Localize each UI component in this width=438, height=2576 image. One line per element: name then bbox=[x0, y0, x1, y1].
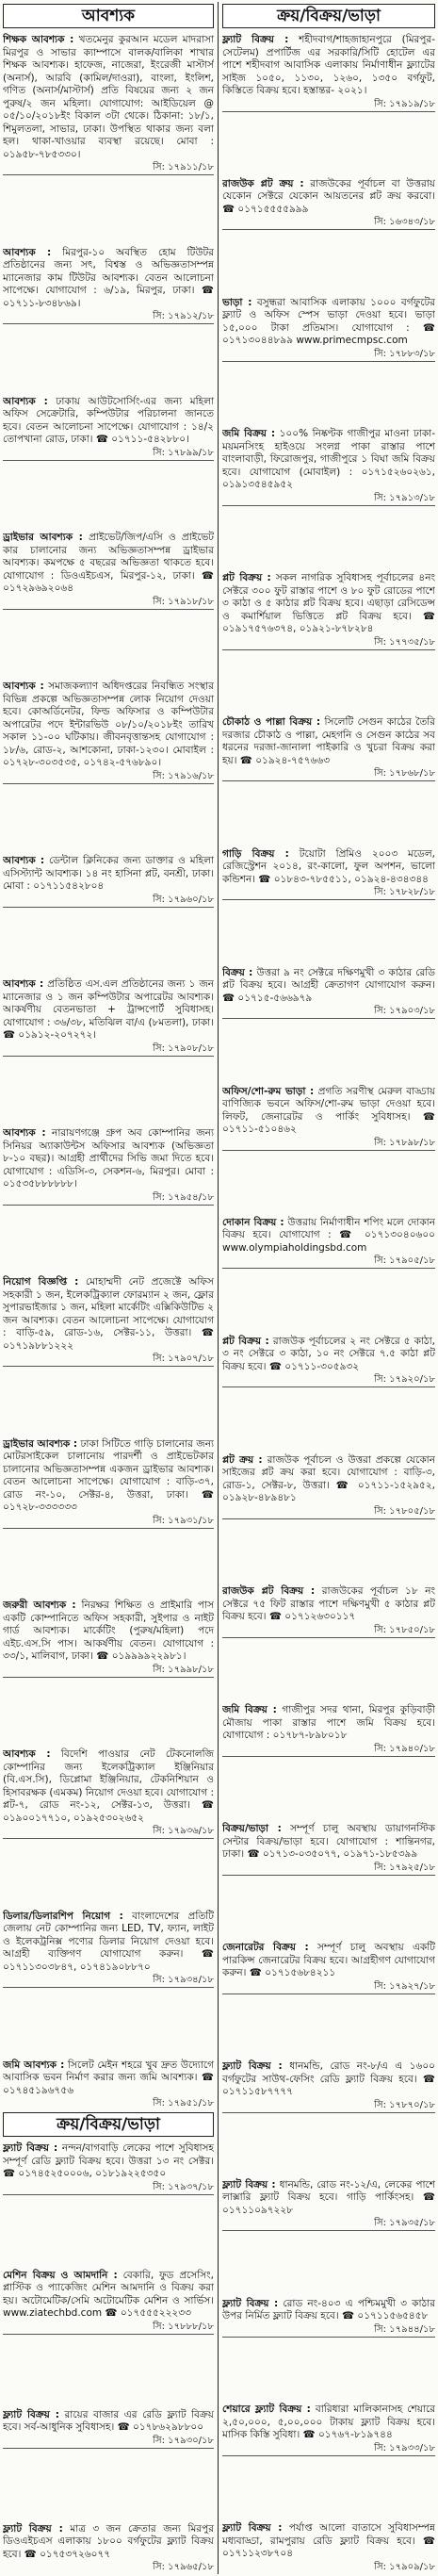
section-header-wanted: আবশ্যক bbox=[3, 4, 214, 28]
wanted-ads-list bbox=[3, 32, 214, 2110]
ad-body: বারিধারা মালিকানাসহ শেয়ারে ২,৫০,০০০, ৫,০০,০০০ টাকায় ফ্ল্যাট বিক্রয় হবে। মাসিক কিস্তি সুবিধা। ☎ ০১৭৬৭-৮১৯৭৪৪ bbox=[222, 2404, 435, 2441]
ad-body: বাংলাদেশের প্রতিটি জেলায় নেট কোম্পানির জন্য LED, TV, ফ্যান, লাইট ও ইলেকট্রনিক্স পণ্যের ডিলার নিয়োগ দেওয়া হবে। আগ্রহী ব্যক্তিগণ যোগাযোগ করুন। ☎ ০১৭১১৩০৩৮৪৭, ০১৭৪১৯০৮৮৭০ bbox=[3, 1910, 214, 1973]
ad-heading: আবশ্যক : bbox=[3, 395, 48, 407]
classified-ad bbox=[3, 245, 214, 325]
classified-ad bbox=[222, 1583, 435, 1638]
ad-body: নারায়ণগঞ্জে গ্রুপ অব কোম্পানির জন্য সিনিয়র অ্যাকাউন্টস অফিসার আবশ্যক (অভিজ্ঞতা ৮-১০ বছর)। আগ্রহী প্রার্থীদের সিভি জমা দিতে হবে। যোগাযোগ : এডিসি-৩, সেকশন-৬, মিরপুর। মোবা : ০১৫৩৫৮৮৮৮৮৮। bbox=[3, 1127, 214, 1190]
classified-ad bbox=[222, 2177, 435, 2232]
classified-ad bbox=[222, 1084, 435, 1151]
ad-heading: ড্রাইভার আবশ্যক : bbox=[3, 532, 83, 543]
classified-ad bbox=[3, 2141, 214, 2195]
ad-text bbox=[3, 34, 214, 161]
ad-reference-code: সি: ১৭৮৮৮/১৮ bbox=[153, 2321, 214, 2332]
ad-body: শহীদবাগ/শাহজাহানপুরে (মিরপুর-সেটেলম) প্রপার্টিজ এর সরকারি/সিটি হোটেল এর পাশে শহীদবাগ আবাসিক এলাকায় নির্মাণাধীন ফ্ল্যাটের সাইজ ১০৫০, ১১৩০, ১২৬০, ১৩৫০ বর্গফুট, কিস্তিতে বিক্রয় হবে। হস্তান্তর- ২০২১। bbox=[222, 34, 435, 96]
classified-ad bbox=[3, 32, 214, 175]
ad-body: ধানমন্ডি, রোড নং-১২/এ, লেকের পাশে লাক্সারি ফ্ল্যাট বিক্রয় হবে। গাড়ি পার্কিংসহ। ☎ ০১৭১১০৯৭২২৮ bbox=[222, 2178, 435, 2216]
ad-body: ঢাকা সিটিতে গাড়ি চালানোর জন্য মোটরসাইকেল চালানোয় পারদর্শী ও প্রাইভেটকার চালানোর অভিজ্ঞতাসম্পন্ন একজন ড্রাইভার আবশ্যক। বেতন আলোচনা সাপেক্ষে। যোগাযোগ : বাড়ি-৩৭, রোড নং-১০, সেক্টর-৪, উত্তরা, ঢাকা। ☎ ০১৭২৮-৩৩৩৩৩৩ bbox=[3, 1437, 214, 1513]
ad-reference-code: সি: ১৭৯৩৫/১৮ bbox=[374, 2218, 435, 2229]
ad-heading: দোকান বিক্রয় : bbox=[222, 1216, 284, 1228]
ad-reference-code: সি: ১৭৯০৫/১৮ bbox=[374, 1255, 435, 1267]
classified-ad bbox=[3, 1598, 214, 1678]
ad-reference-code: সি: ১৭৯২৭/১৮ bbox=[374, 1980, 435, 1992]
ad-text bbox=[3, 1600, 214, 1664]
ad-heading: ফ্ল্যাট বিক্রয় : bbox=[222, 34, 289, 45]
classified-ad bbox=[222, 714, 435, 781]
classified-ad bbox=[222, 1334, 435, 1388]
ad-heading: ভাড়া : bbox=[222, 296, 252, 308]
ad-text bbox=[222, 2298, 435, 2323]
ad-reference-code: সি: ১৭৯৬৫/১৮ bbox=[153, 2562, 214, 2572]
ad-body: মাত্র ৩ জন ক্রেতার জন্য মিরপুর ডিওএইচএস এলাকায় ১৮০০ বর্গফুটের ফ্ল্যাট বিক্রয় হবে। ☎ ০১৭৫৩৭২৬০৭৭ bbox=[3, 2522, 214, 2560]
classified-ad bbox=[222, 2402, 435, 2456]
ad-reference-code: সি: ১৭৮৯৮/১৮ bbox=[374, 1137, 435, 1148]
ad-body: টয়োটা প্রিমিও ২০০৩ মডেল, রেজিস্ট্রেশন ২০১৪, রং-কালো, ফুল অপশন, ভালো কন্ডিশন। ☎ ০১৮৪৩-৭৮৫৫১১, ০১৯২৪-৪৩৪৩৪৪ bbox=[222, 847, 435, 885]
ad-body: সমাজকল্যাণ অধিদপ্তরের নিবন্ধিত সংস্থার বিভিন্ন প্রকল্পে অভিজ্ঞতাসম্পন্ন লোক নিয়োগ দেওয়া হবে। কোঅর্ডিনেটর, ফিল্ড অফিসার ও কম্পিউটার অপারেটর পদে ইন্টারভিউ ০৮/১০/২০১৮ইং তারিখ সকাল ১১-০০ ঘটিকায়। জীবনবৃত্তান্তসহ যোগাযোগ : ১৮/৬, রোড-২, আশকোনা, ঢাকা-১২৩০। মোবাইল : ০১৭২৮-৩০৩৫৩৫, ০১৭৪২-৫৭৬৮৯০। bbox=[3, 681, 214, 768]
classified-ad bbox=[3, 530, 214, 610]
ad-reference-code: সি: ১৭৯১১/১৮ bbox=[153, 162, 214, 172]
ad-heading: জমি বিক্রয় : bbox=[222, 1704, 277, 1716]
ad-reference-code: সি: ১৭৯১৬/১৮ bbox=[153, 770, 214, 781]
ad-body: খতমেনুর কুরআন মডেল মাদরাসা মিরপুর ও সাভার ক্যাম্পাসে বালক/বালিকা শাখার শিক্ষক আবশ্যক। হাফেজ, নাজেরা, ইংরেজী মাস্টার্স (অনার্স), আরবি (কামিল/দাওরা), বাংলা, ইংলিশ, গণিত (অনার্স/মাস্টার্স) প্রতি বিষয়ের জন্য ২ জন পুরুষ/২ জন মহিলা। যোগাযোগ: আইডিয়েল @ ০৫/১০/২০১৮ইং বিকাল ৩টা থেকে। ঠিকানা: ১৮/১, শিমুলতলা, সাভার, ঢাকা। উপস্থিত থাকার জন্য বলা হল। থাকা-খাওয়ার ব্যবস্থা রয়েছে। মোবা : ০১৯৫৮-৭৮৫৩৩০। bbox=[3, 34, 214, 160]
ad-text bbox=[222, 178, 435, 217]
classified-ad bbox=[3, 2058, 214, 2111]
ad-body: সকল নাগরিক সুবিধাসহ পূর্বাচলের ৪নং সেক্টরে ৩০০ ফুট রাস্তার পাশে ও ৮০ ফুট রোডের পাশে ৩ কাঠা ও ৫ কাঠার প্লট বিক্রয় হবে। এছাড়া রেসিডেন্স ও কমার্শিয়াল ভিত্তিতে প্লট বিক্রয় হবে। ☎ ০১৯১৭৫৭৬৩৭৪, ০১৯২১-৮৭৮২৮৪ bbox=[222, 572, 435, 635]
ad-body: প্রাইভেট/জিপ/এসি ও প্রাইভেট কার চালানোর জন্য অভিজ্ঞতাসম্পন্ন ড্রাইভার আবশ্যক। কমপক্ষে ৫ বছরের অভিজ্ঞতা থাকতে হবে। যোগাযোগ : ডিওএইচএস, মিরপুর-১২, ঢাকা। ☎ ০১৭২৯৬৯২০৬৪ bbox=[3, 532, 214, 594]
ad-body: ঢাকায় আউটসোর্সিং-এর জন্য মহিলা অফিস সেক্রেটারি, কম্পিউটার পরিচালনা জানতে হবে। বেতন আলোচনা সাপেক্ষে। যোগাযোগ : ১৪/২ তোপখানা রোড, ঢাকা। ☎ ০১৭১১-৫৪২৮৮০। bbox=[3, 395, 214, 445]
ad-body: উত্তরায় নির্মাণাধীন শপিং মলে দোকান বিক্রয় হবে। যোগাযোগ : ☎ ০১৭১৩০৪০৬০০ www.olympiaholdingsbd.com bbox=[222, 1216, 435, 1254]
ad-heading: নিয়োগ বিজ্ঞপ্তি : bbox=[3, 1276, 79, 1288]
ad-reference-code: সি: ১৭৮০৫/১৮ bbox=[374, 1505, 435, 1517]
ad-reference-code: সি: ১৭৯০৯/১৮ bbox=[374, 2561, 435, 2572]
ad-reference-code: সি: ১৭৯৩৬/১৮ bbox=[153, 1826, 214, 1836]
classified-ad bbox=[222, 965, 435, 1020]
ad-body: ডেন্টাল ক্লিনিকের জন্য ডাক্তার ও মহিলা এসিস্ট্যান্ট আবশ্যক। ১৪ নং হাসিনা প্লট, বনশ্রী, ঢাকা। মোবা : ০১৭১১৫৪২৮০৪ bbox=[3, 855, 214, 892]
ad-reference-code: সি: ১৭৯৩১/১৮ bbox=[153, 1515, 214, 1526]
ad-text bbox=[3, 1748, 214, 1825]
ad-text bbox=[3, 1127, 214, 1191]
ad-text bbox=[3, 1911, 214, 1975]
classified-ad bbox=[222, 1215, 435, 1270]
ad-reference-code: সি: ১৭৯১৩/১৮ bbox=[374, 492, 435, 503]
ad-heading: আবশ্যক : bbox=[3, 1127, 46, 1139]
classified-ad bbox=[3, 2521, 214, 2575]
buy-sell-ads-list bbox=[222, 32, 435, 2574]
ad-reference-code: সি: ১৭৯৬০/১৮ bbox=[153, 894, 214, 905]
ad-reference-code: সি: ১৭৯৩০/১৮ bbox=[153, 2435, 214, 2446]
ad-reference-code: সি: ১৭৯০৮/১৮ bbox=[153, 1042, 214, 1054]
ad-reference-code: সি: ১৭৯৪৪/১৮ bbox=[374, 2323, 435, 2335]
ad-reference-code: সি: ১৭৯৩৩/১৮ bbox=[374, 2442, 435, 2453]
ad-text bbox=[3, 1438, 214, 1515]
ad-reference-code: সি: ১৭৯৫৪/১৮ bbox=[153, 1191, 214, 1203]
ad-body: নিরক্ষর শিক্ষিত ও প্রাইমারি পাস একটি কোম্পানিতে অফিস সহকারী, সুইপার ও নাইট গার্ড আবশ্যক। মার্কেটিং (পুরুষ/মহিলা) পদে এইচ.এস.সি পাস। আকর্ষণীয় বেতন। যোগাযোগ : ৩৩/১, মালিবাগ, ঢাকা। ☎ ০১৯৯৯৯২২৯৮১। bbox=[3, 1600, 214, 1662]
ad-body: মোহাম্মদী নেট প্রজেক্টে অফিস সহকারী ১ জন, ইলেকট্রিক্যাল ফোরম্যান ২ জন, ফ্লোর সুপারভাইজার ১ জন, মহিলা মার্কেটিং এক্সিকিউটিভ ২ জন আবশ্যক। বেতন আলোচনা সাপেক্ষে। যোগাযোগ : বাড়ি-৫৯, রোড-১৬, সেক্টর-১১, উত্তরা। ☎ ০১৭১৯৮৮১২২২ bbox=[3, 1276, 214, 1352]
ad-body: রাজউক পূর্বাচল ও উত্তরা প্রকল্পে যেকোন সাইজের প্লট ক্রয় করা হবে। যোগাযোগ : বাড়ি-৩, রোড-১, সেক্টর-৮, উত্তরা। ☎ ০১৭১১-১৫২৯৫২, ০১৯২৮-৪৮৯৪৮১ bbox=[222, 1453, 435, 1504]
ad-heading: গাড়ি বিক্রয় : bbox=[222, 847, 289, 860]
ad-body: প্রতিষ্ঠিত এস.এল প্রতিষ্ঠানের জন্য ১ জন ম্যানেজার ও ১ জন কম্পিউটার অপারেটর আবশ্যক। আকর্ষণীয় বেতনভাতা + ট্রান্সপোর্ট সুবিধাসহ। যোগাযোগ : ৩৬/৩৮, মতিঝিল বা/এ (৮মতলা), ঢাকা। ☎ ০১৯১২-২০৭২৭২। bbox=[3, 978, 214, 1041]
ad-heading: ড্রাইভার আবশ্যক : bbox=[3, 1437, 78, 1450]
ad-body: বিদেশি পাওয়ার নেট টেকনোলজি কোম্পানির জন্য ইলেকট্রিক্যাল ইঞ্জিনিয়ার (বি.এস.সি), ডিপ্লোমা ইঞ্জিনিয়ার, টেকনিশিয়ান ও হিসাবরক্ষক (এমকম) নিয়োগ দেওয়া হবে। যোগাযোগ : প্লট-৭, রোড নং-১২, সেক্টর-১৩, উত্তরা। ☎ ০১৯০০১৭৭১০, ০১৯২৫৩০২৬৫২ bbox=[3, 1748, 214, 1824]
classified-ad bbox=[3, 679, 214, 784]
classified-ad bbox=[222, 176, 435, 231]
ad-body: গাজীপুর সদর থানা, মিরপুর কুড়িবাড়ী মৌজায় পাকা রাস্তার পাশে জমি বিক্রয় হবে। যোগাযোগ : ০১৭৮৭-৮৯৮০১৮ bbox=[222, 1704, 435, 1742]
ad-heading: ফ্ল্যাট বিক্রয় : bbox=[222, 2178, 276, 2190]
ad-body: রাজউকের পূর্বাচল বা উত্তরায় যেকোন সেক্টরে যেকোন আয়তনের প্লট ক্রয় করবো। ☎ ০১৭১৫৫৫৫৯৯৯ bbox=[222, 177, 435, 215]
ad-reference-code: সি: ১৭৯১৮/১৮ bbox=[153, 596, 214, 607]
ad-body: সিলেটি সেগুন কাঠের তৈরি দরজার চৌকাঠ ও পাল্লা, মেহগনি ও সেগুন কাঠের সব ধরনের দরজা-জানালা পাইকারি ও খুচরা বিক্রয় করা হয়। ☎ ০১৯২৪-৭৫৭৬৬৩ bbox=[222, 716, 435, 766]
classified-ad bbox=[3, 2268, 214, 2335]
ad-heading: বিক্রয়/ভাড়া : bbox=[222, 1823, 282, 1835]
classified-ad bbox=[222, 1452, 435, 1519]
classified-ad bbox=[222, 1940, 435, 1994]
classified-ad bbox=[3, 394, 214, 461]
ad-text bbox=[3, 2142, 214, 2181]
ad-heading: জেনারেটর বিক্রয় : bbox=[222, 1942, 309, 1954]
ad-text bbox=[3, 247, 214, 311]
ad-heading: ফ্ল্যাট বিক্রয় : bbox=[222, 2297, 279, 2309]
classified-ad bbox=[222, 570, 435, 650]
ad-reference-code: সি: ১৭৯২৫/১৮ bbox=[374, 1862, 435, 1873]
ad-heading: বিক্রয় : bbox=[222, 966, 253, 978]
ad-text bbox=[222, 297, 435, 348]
ad-text bbox=[3, 2523, 214, 2562]
ad-reference-code: সি: ১৭৯৩৭/১৮ bbox=[153, 2181, 214, 2192]
ad-body: ধানমন্ডি, রোড নং-৮/এ এ ১৬০০ বর্গফুটের সাউথ-ফেসিং রেডি ফ্ল্যাট বিক্রয় হবে। ☎ ০১৭১১৫৮৭৭৭৭ bbox=[222, 2060, 435, 2097]
ad-heading: ফ্ল্যাট বিক্রয় : bbox=[222, 2522, 283, 2535]
classified-ad bbox=[3, 2407, 214, 2449]
ad-heading: ফ্ল্যাট বিক্রয় : bbox=[222, 2060, 283, 2072]
ad-text bbox=[222, 428, 435, 492]
ad-heading: আবশ্যক : bbox=[3, 855, 45, 866]
ad-text bbox=[3, 2059, 214, 2098]
ad-reference-code: সি: ১৭৯১২/১৮ bbox=[153, 311, 214, 321]
ad-text bbox=[222, 1942, 435, 1980]
ad-reference-code: সি: ১৬৩৪৩/১৮ bbox=[374, 217, 435, 228]
ad-body: রাজউক পূর্বাচলের ২ নং সেক্টরে ৫ কাঠা, ৩ নং সেক্টরে ৩ কাঠা, ১০ নং সেক্টরে ৭.৫ কাঠা প্লট বিক্রয় হবে। ☎ ০১৭১১-৩০৫৯৩২ bbox=[222, 1335, 435, 1372]
ad-text bbox=[222, 716, 435, 767]
classified-ad bbox=[222, 2520, 435, 2574]
ad-heading: জরুরী আবশ্যক : bbox=[3, 1600, 76, 1611]
ad-body: বসুন্ধরা আবাসিক এলাকায় ১০০০ বর্গফুটের ফ্ল্যাট ও অফিস স্পেস ভাড়া দেওয়া হবে। ভাড়া ১৫,০০০ টাকা প্রতিমাস। যোগাযোগ : ☎ ০১৭১৩০৪৪৮৯৯ www.primecmpsc.com bbox=[222, 296, 435, 347]
ad-heading: ডিলার/ডিলারশিপ নিয়োগ : bbox=[3, 1910, 123, 1922]
ad-text bbox=[222, 1336, 435, 1374]
ad-heading: প্লট বিক্রয় : bbox=[222, 1335, 269, 1347]
classified-ad bbox=[222, 2059, 435, 2113]
ad-reference-code: সি: ১৭৯০৭/১৮ bbox=[153, 1354, 214, 1364]
classified-ad bbox=[3, 1436, 214, 1529]
classified-ad bbox=[222, 846, 435, 901]
ad-reference-code: সি: ১৭৮৫০/১৮ bbox=[374, 1624, 435, 1635]
ad-text bbox=[222, 1454, 435, 1505]
ad-body: সম্পূর্ণ চালু অবস্থায় একটি পারকিন্স জেনারেটর বিক্রয় হবে। আগ্রহীগণ যোগাযোগ করুন। ☎ ০১৭১৫৬৮৪২১১ bbox=[222, 1942, 435, 1979]
section-header-buy-sell-rent: ক্রয়/বিক্রয়/ভাড়া bbox=[3, 2112, 214, 2137]
classified-ad bbox=[3, 1747, 214, 1839]
ad-heading: শিক্ষক আবশ্যক : bbox=[3, 34, 74, 45]
ad-text bbox=[3, 978, 214, 1042]
ad-reference-code: সি: ১৭৯২০/১৮ bbox=[374, 1374, 435, 1386]
ad-body: নন্দন/বাগবাড়ি লেকের পাশে সুবিধাসহ সম্পূর্ণ রেডি ফ্ল্যাট বিক্রয় হবে। উত্তরা ১৩ নং সেক্টর। ☎ ০১৭৪৫২৫০০০৬, ০১৮১৯২২৫৩৫০ bbox=[3, 2142, 214, 2179]
ad-text bbox=[222, 1086, 435, 1137]
ad-heading: জমি আবশ্যক : bbox=[3, 2059, 65, 2071]
ad-text bbox=[222, 2404, 435, 2442]
ad-text bbox=[222, 2522, 435, 2561]
ad-text bbox=[222, 1217, 435, 1255]
ad-text bbox=[3, 1276, 214, 1353]
ad-text bbox=[222, 1585, 435, 1624]
classified-ad bbox=[222, 1821, 435, 1876]
ad-body: রাজউকের পূর্বাচল ১৮ নং সেক্টরে ৭৫ ফিট রাস্তার পাশে দক্ষিণমুখী ৫ কাঠার প্লট বিক্রয় হবে। ☎ ০১৭১২৬৩০১১৭ bbox=[222, 1585, 435, 1623]
ad-body: সম্পূর্ণ চালু অবস্থায় ডায়াগনস্টিক সেন্টার বিক্রয়/ভাড়া হবে। যোগাযোগ : শান্তিনগর, ঢাকা। ☎ ০১৭১৩-০৩৫০৭৭, ০১৯৭১-১৮৫৩৯৯ bbox=[222, 1823, 435, 1861]
ad-body: উত্তরা ৯ নং সেক্টরে দক্ষিণমুখী ৩ কাঠার রেডি প্লট বিক্রয় হবে। আগ্রহী ক্রেতাগণ যোগাযোগ করুন। ☎ ০১৭১৫-৫৬৬৯৭৯ bbox=[222, 966, 435, 1004]
ad-body: পর্যাপ্ত আলো বাতাসে সুবিধাসম্পন্ন মধ্যবাড্ডা, রামপুরায় রেডি ফ্ল্যাট বিক্রয় হবে। ☎ ০১৭১১২৩৮৭০৪ bbox=[222, 2522, 435, 2560]
classified-ad bbox=[3, 1125, 214, 1206]
ad-text bbox=[3, 681, 214, 770]
ad-heading: ফ্ল্যাট বিক্রয় : bbox=[3, 2408, 59, 2420]
ad-heading: আবশ্যক : bbox=[3, 978, 44, 990]
ad-heading: জমি বিক্রয় : bbox=[222, 428, 276, 440]
ad-text bbox=[3, 2409, 214, 2435]
ad-text bbox=[3, 396, 214, 447]
ad-reference-code: সি: ১৭৭৩৫/১৮ bbox=[374, 636, 435, 648]
ad-heading: আবশ্যক : bbox=[3, 1748, 51, 1760]
ad-body: বেকারি, ফুড প্রসেসিং, প্লাস্টিক ও প্যাকেজিং মেশিন আমদানি ও বিক্রয় করা হয়। অটোমেটিক/সেমি অটোমেটিক মেশিন ও সার্ভিস। www.ziatechbd.com ☎ ০১৭৫৫৫২২২৩৩ bbox=[3, 2269, 214, 2319]
ad-body: মিরপুর-১০ অবস্থিত হোম টিউটর প্রতিষ্ঠানের জন্য সৎ, বিশ্বস্ত ও অভিজ্ঞতাসম্পন্ন ম্যানেজার কাম টিউটর আবশ্যক। বেতন আলোচনা সাপেক্ষে। যোগাযোগ : ৬/১৯, মিরপুর, ঢাকা। ☎ ০১৭১১-৮৩৪৮৬৯। bbox=[3, 246, 214, 309]
classified-ad bbox=[222, 295, 435, 362]
right-column bbox=[219, 2, 435, 2574]
classified-ad bbox=[3, 853, 214, 908]
classified-ad bbox=[222, 2296, 435, 2338]
ad-text bbox=[3, 532, 214, 596]
ad-reference-code: সি: ১৭৮৬৮/১৮ bbox=[374, 768, 435, 779]
ad-heading: রাজউক প্লট বিক্রয় : bbox=[222, 1585, 316, 1598]
ad-text bbox=[222, 967, 435, 1006]
section-header-buy-sell-rent: ক্রয়/বিক্রয়/ভাড়া bbox=[222, 4, 435, 28]
ad-reference-code: সি: ১৭৯৪০/১৮ bbox=[374, 1743, 435, 1754]
ad-reference-code: সি: ১৭৯০৩/১৮ bbox=[374, 1006, 435, 1017]
ad-body: রোড নং-৪০৩ এ পশ্চিমমুখী ৩ কাঠার উপর নির্মিত ফ্ল্যাট বিক্রয় হবে। ☎ ০১৭১১৫৬৫৪৫৮ bbox=[222, 2297, 435, 2322]
ad-text bbox=[222, 1823, 435, 1862]
buy-sell-ads-list bbox=[3, 2141, 214, 2574]
classified-ad bbox=[222, 426, 435, 506]
ad-heading: প্লট বিক্রয় : bbox=[222, 572, 271, 584]
ad-heading: মেশিন বিক্রয় ও আমদানি : bbox=[3, 2269, 118, 2281]
ad-reference-code: সি: ১৭৯১৯/১৮ bbox=[374, 98, 435, 109]
ad-heading: আবশ্যক : bbox=[3, 681, 44, 692]
ad-body: রায়ের বাজার এর রেডি ফ্ল্যাট বিক্রয় হবে। সর্ব-আধুনিক সুবিধাসহ। ☎ ০১৭৮৬২৯৮৮০০ bbox=[3, 2408, 214, 2433]
ad-text bbox=[222, 2060, 435, 2099]
ad-reference-code: সি: ১৭৮৯৯/১৮ bbox=[153, 447, 214, 458]
ad-reference-code: সি: ১৭৯৯৮/১৮ bbox=[153, 1664, 214, 1675]
ad-text bbox=[3, 855, 214, 894]
ad-text bbox=[222, 2179, 435, 2218]
ad-heading: অফিস/শো-রুম ভাড়া : bbox=[222, 1085, 315, 1097]
left-column bbox=[3, 2, 219, 2574]
ad-body: প্রগতি সরণীস্থ মেরুল বাড্ডায় বাণিজ্যিক ভবনে অফিস/শো-রুম ভাড়া দেওয়া হবে। লিফট, জেনারেটর ও পার্কিং সুবিধাসহ। ☎ ০১৭১১-৫১০৪৬২ bbox=[222, 1085, 435, 1135]
ad-heading: প্লট ক্রয় : bbox=[222, 1453, 263, 1466]
ad-body: সিলেট মেইন শহরে খুব দ্রুত উদ্যোগে আবাসিক ভবন নির্মাণ করার জন্য জমি আবশ্যক। ☎ ০১৭৪৫১৯৬৭৫৬ bbox=[3, 2059, 214, 2096]
classified-ad bbox=[222, 32, 435, 112]
ad-reference-code: সি: ১৭৮৮৩/১৮ bbox=[374, 348, 435, 359]
ad-text bbox=[222, 34, 435, 98]
ad-heading: আবশ্যক : bbox=[3, 246, 52, 258]
classified-ad bbox=[3, 976, 214, 1057]
classified-ad bbox=[3, 1909, 214, 1989]
ad-text bbox=[3, 2270, 214, 2321]
ad-heading: রাজউক প্লট ক্রয় : bbox=[222, 177, 304, 189]
ad-heading: চৌকাঠ ও পাল্লা বিক্রয় : bbox=[222, 716, 321, 729]
ad-reference-code: সি: ১৭৮২৮/১৮ bbox=[374, 887, 435, 898]
classified-ad bbox=[222, 1702, 435, 1757]
classified-ad bbox=[3, 1274, 214, 1367]
ad-heading: ফ্ল্যাট বিক্রয় : bbox=[3, 2142, 58, 2154]
ad-reference-code: সি: ১৭৮৭০/১৮ bbox=[374, 2099, 435, 2110]
ad-heading: ফ্ল্যাট বিক্রয় : bbox=[3, 2522, 63, 2535]
ad-text bbox=[222, 1704, 435, 1743]
ad-reference-code: সি: ১৭৯৫১/১৮ bbox=[153, 2098, 214, 2108]
ad-body: ১০০% নিষ্কণ্টক গাজীপুর মাওনা ঢাকা-ময়মনসিংহ হাইওয়ে সংলগ্ন পাকা রাস্তার পাশে বাংলাবাড়ী, ফিরোজপুর, গাজীপুরে ১ বিঘা জমি বিক্রয় হবে। যোগাযোগ (মোবাইল) : ০১৭১৫২৬০২৬১, ০১৯১৩৫৪৫৯৫২ bbox=[222, 428, 435, 491]
ad-heading: শেয়ারে ফ্ল্যাট বিক্রয় : bbox=[222, 2404, 311, 2416]
ad-reference-code: সি: ১৭৯৩৪/১৮ bbox=[153, 1975, 214, 1985]
ad-text bbox=[222, 572, 435, 636]
ad-text bbox=[222, 848, 435, 887]
